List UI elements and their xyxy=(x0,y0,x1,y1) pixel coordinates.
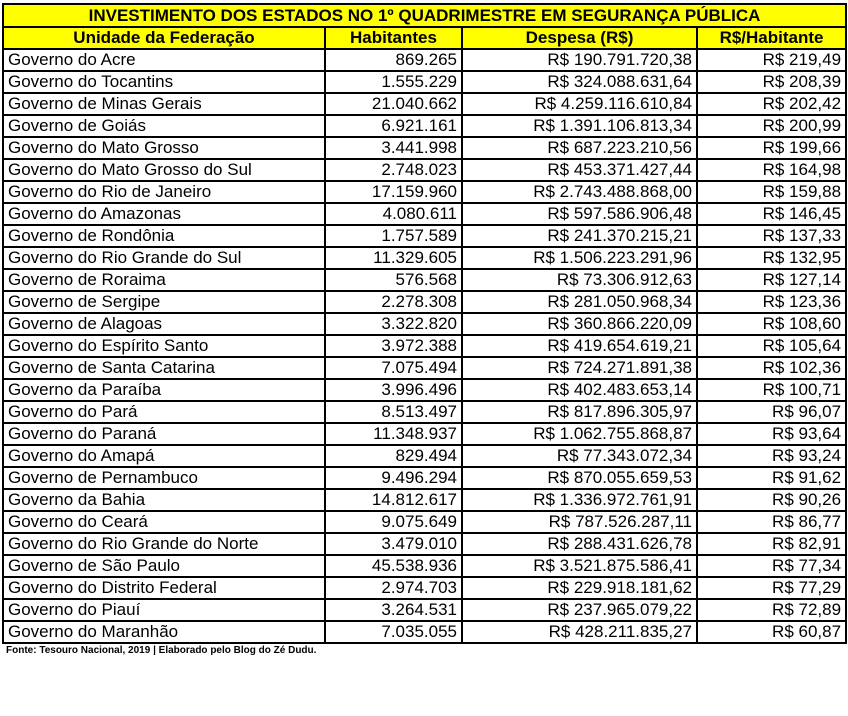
table-row xyxy=(3,269,846,291)
cell-unit: Governo do Paraná xyxy=(3,423,325,445)
cell-per-capita: R$ 164,98 xyxy=(697,159,846,181)
cell-unit: Governo da Bahia xyxy=(3,489,325,511)
cell-population: 7.035.055 xyxy=(325,621,462,643)
cell-population: 576.568 xyxy=(325,269,462,291)
cell-expense: R$ 324.088.631,64 xyxy=(462,71,697,93)
cell-expense: R$ 428.211.835,27 xyxy=(462,621,697,643)
cell-per-capita: R$ 132,95 xyxy=(697,247,846,269)
column-header-population: Habitantes xyxy=(325,27,462,49)
cell-expense: R$ 402.483.653,14 xyxy=(462,379,697,401)
cell-unit: Governo de Roraima xyxy=(3,269,325,291)
cell-population: 829.494 xyxy=(325,445,462,467)
table-row xyxy=(3,621,846,643)
cell-unit: Governo de São Paulo xyxy=(3,555,325,577)
cell-population: 3.972.388 xyxy=(325,335,462,357)
cell-per-capita: R$ 72,89 xyxy=(697,599,846,621)
cell-population: 3.264.531 xyxy=(325,599,462,621)
table-row xyxy=(3,181,846,203)
table-row xyxy=(3,577,846,599)
cell-expense: R$ 724.271.891,38 xyxy=(462,357,697,379)
table-row xyxy=(3,533,846,555)
cell-expense: R$ 4.259.116.610,84 xyxy=(462,93,697,115)
cell-unit: Governo do Espírito Santo xyxy=(3,335,325,357)
cell-unit: Governo do Ceará xyxy=(3,511,325,533)
cell-expense: R$ 870.055.659,53 xyxy=(462,467,697,489)
cell-per-capita: R$ 91,62 xyxy=(697,467,846,489)
cell-unit: Governo do Distrito Federal xyxy=(3,577,325,599)
cell-per-capita: R$ 202,42 xyxy=(697,93,846,115)
cell-unit: Governo do Piauí xyxy=(3,599,325,621)
table-row xyxy=(3,599,846,621)
table-row xyxy=(3,115,846,137)
cell-population: 3.996.496 xyxy=(325,379,462,401)
cell-expense: R$ 687.223.210,56 xyxy=(462,137,697,159)
cell-unit: Governo da Paraíba xyxy=(3,379,325,401)
table-row xyxy=(3,247,846,269)
cell-per-capita: R$ 60,87 xyxy=(697,621,846,643)
cell-per-capita: R$ 159,88 xyxy=(697,181,846,203)
cell-expense: R$ 229.918.181,62 xyxy=(462,577,697,599)
cell-population: 14.812.617 xyxy=(325,489,462,511)
cell-expense: R$ 2.743.488.868,00 xyxy=(462,181,697,203)
cell-population: 11.348.937 xyxy=(325,423,462,445)
table-row xyxy=(3,93,846,115)
cell-population: 7.075.494 xyxy=(325,357,462,379)
cell-per-capita: R$ 199,66 xyxy=(697,137,846,159)
cell-population: 2.278.308 xyxy=(325,291,462,313)
cell-unit: Governo do Mato Grosso do Sul xyxy=(3,159,325,181)
table-row xyxy=(3,357,846,379)
cell-unit: Governo do Mato Grosso xyxy=(3,137,325,159)
cell-per-capita: R$ 105,64 xyxy=(697,335,846,357)
cell-per-capita: R$ 127,14 xyxy=(697,269,846,291)
table-row xyxy=(3,291,846,313)
table-row xyxy=(3,71,846,93)
cell-per-capita: R$ 77,29 xyxy=(697,577,846,599)
cell-population: 4.080.611 xyxy=(325,203,462,225)
column-header-per-capita: R$/Habitante xyxy=(697,27,846,49)
cell-per-capita: R$ 82,91 xyxy=(697,533,846,555)
cell-expense: R$ 288.431.626,78 xyxy=(462,533,697,555)
spreadsheet xyxy=(2,3,845,656)
table-row xyxy=(3,203,846,225)
table-row xyxy=(3,159,846,181)
cell-unit: Governo do Rio Grande do Norte xyxy=(3,533,325,555)
cell-unit: Governo de Alagoas xyxy=(3,313,325,335)
cell-expense: R$ 597.586.906,48 xyxy=(462,203,697,225)
column-header-expense: Despesa (R$) xyxy=(462,27,697,49)
cell-population: 9.496.294 xyxy=(325,467,462,489)
cell-per-capita: R$ 200,99 xyxy=(697,115,846,137)
cell-per-capita: R$ 100,71 xyxy=(697,379,846,401)
cell-expense: R$ 1.336.972.761,91 xyxy=(462,489,697,511)
cell-unit: Governo de Pernambuco xyxy=(3,467,325,489)
cell-per-capita: R$ 208,39 xyxy=(697,71,846,93)
table-row xyxy=(3,335,846,357)
cell-expense: R$ 3.521.875.586,41 xyxy=(462,555,697,577)
cell-per-capita: R$ 90,26 xyxy=(697,489,846,511)
cell-per-capita: R$ 123,36 xyxy=(697,291,846,313)
cell-per-capita: R$ 219,49 xyxy=(697,49,846,71)
cell-unit: Governo de Santa Catarina xyxy=(3,357,325,379)
cell-per-capita: R$ 137,33 xyxy=(697,225,846,247)
cell-population: 45.538.936 xyxy=(325,555,462,577)
cell-unit: Governo do Amapá xyxy=(3,445,325,467)
cell-expense: R$ 419.654.619,21 xyxy=(462,335,697,357)
table-row xyxy=(3,313,846,335)
cell-expense: R$ 817.896.305,97 xyxy=(462,401,697,423)
table-row xyxy=(3,489,846,511)
table-title: INVESTIMENTO DOS ESTADOS NO 1º QUADRIMESTRE EM SEGURANÇA PÚBLICA xyxy=(3,4,846,27)
table-row xyxy=(3,401,846,423)
table-row xyxy=(3,511,846,533)
cell-expense: R$ 77.343.072,34 xyxy=(462,445,697,467)
cell-expense: R$ 787.526.287,11 xyxy=(462,511,697,533)
cell-expense: R$ 453.371.427,44 xyxy=(462,159,697,181)
cell-population: 21.040.662 xyxy=(325,93,462,115)
cell-population: 3.479.010 xyxy=(325,533,462,555)
header-row xyxy=(3,27,846,49)
table-row xyxy=(3,137,846,159)
cell-per-capita: R$ 93,24 xyxy=(697,445,846,467)
cell-unit: Governo do Tocantins xyxy=(3,71,325,93)
cell-expense: R$ 281.050.968,34 xyxy=(462,291,697,313)
cell-unit: Governo do Acre xyxy=(3,49,325,71)
cell-population: 3.441.998 xyxy=(325,137,462,159)
cell-unit: Governo de Goiás xyxy=(3,115,325,137)
cell-population: 1.555.229 xyxy=(325,71,462,93)
cell-population: 869.265 xyxy=(325,49,462,71)
cell-per-capita: R$ 86,77 xyxy=(697,511,846,533)
title-row xyxy=(3,4,846,27)
cell-unit: Governo de Rondônia xyxy=(3,225,325,247)
cell-per-capita: R$ 146,45 xyxy=(697,203,846,225)
cell-expense: R$ 1.391.106.813,34 xyxy=(462,115,697,137)
cell-unit: Governo do Rio de Janeiro xyxy=(3,181,325,203)
cell-population: 1.757.589 xyxy=(325,225,462,247)
table-row xyxy=(3,49,846,71)
cell-unit: Governo do Pará xyxy=(3,401,325,423)
cell-expense: R$ 190.791.720,38 xyxy=(462,49,697,71)
cell-unit: Governo do Maranhão xyxy=(3,621,325,643)
column-header-unit: Unidade da Federação xyxy=(3,27,325,49)
cell-population: 9.075.649 xyxy=(325,511,462,533)
cell-population: 3.322.820 xyxy=(325,313,462,335)
cell-population: 17.159.960 xyxy=(325,181,462,203)
cell-expense: R$ 237.965.079,22 xyxy=(462,599,697,621)
cell-unit: Governo do Rio Grande do Sul xyxy=(3,247,325,269)
cell-population: 2.748.023 xyxy=(325,159,462,181)
cell-per-capita: R$ 93,64 xyxy=(697,423,846,445)
cell-expense: R$ 1.506.223.291,96 xyxy=(462,247,697,269)
source-footer: Fonte: Tesouro Nacional, 2019 | Elaborado pelo Blog do Zé Dudu. xyxy=(6,645,317,656)
cell-population: 2.974.703 xyxy=(325,577,462,599)
cell-expense: R$ 73.306.912,63 xyxy=(462,269,697,291)
cell-unit: Governo do Amazonas xyxy=(3,203,325,225)
cell-per-capita: R$ 77,34 xyxy=(697,555,846,577)
cell-expense: R$ 360.866.220,09 xyxy=(462,313,697,335)
cell-unit: Governo de Sergipe xyxy=(3,291,325,313)
table-row xyxy=(3,379,846,401)
cell-per-capita: R$ 96,07 xyxy=(697,401,846,423)
cell-population: 8.513.497 xyxy=(325,401,462,423)
table-row xyxy=(3,445,846,467)
cell-unit: Governo de Minas Gerais xyxy=(3,93,325,115)
cell-population: 11.329.605 xyxy=(325,247,462,269)
cell-expense: R$ 241.370.215,21 xyxy=(462,225,697,247)
table-row xyxy=(3,225,846,247)
cell-population: 6.921.161 xyxy=(325,115,462,137)
cell-per-capita: R$ 102,36 xyxy=(697,357,846,379)
table-body xyxy=(3,49,846,643)
table-row xyxy=(3,555,846,577)
cell-expense: R$ 1.062.755.868,87 xyxy=(462,423,697,445)
table-row xyxy=(3,467,846,489)
data-table xyxy=(2,3,847,644)
cell-per-capita: R$ 108,60 xyxy=(697,313,846,335)
table-row xyxy=(3,423,846,445)
